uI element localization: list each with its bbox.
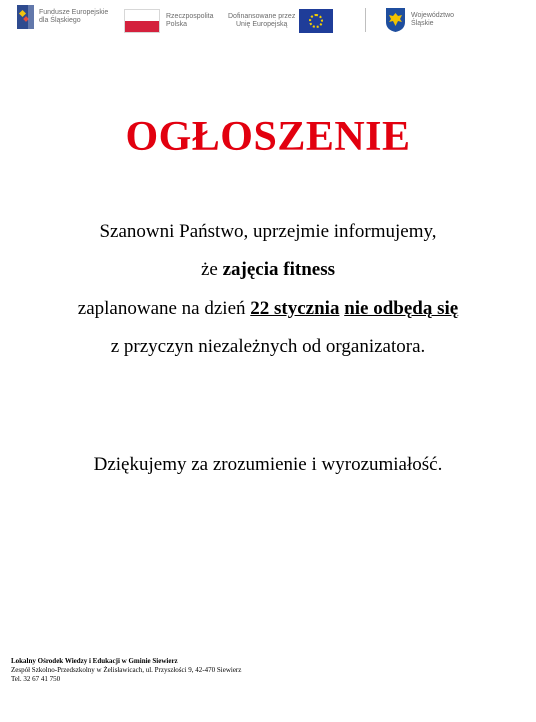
rzeczpospolita-line1: Rzeczpospolita [166,13,214,20]
date-prefix: zaplanowane na dzień [77,298,251,319]
logo-divider [365,8,366,32]
fundusze-europejskie-logo [17,5,108,29]
greeting-line: Szanowni Państwo, uprzejmie informujemy, [99,221,437,242]
closing-line: Dziękujemy za zrozumienie i wyrozumiałość. [93,454,443,475]
fundusze-line2: dla Śląskiego [39,17,81,24]
activity-name: zajęcia fitness [222,259,335,280]
eu-flag-icon [299,9,333,33]
fundusze-europejskie-icon [17,5,34,29]
unia-line1: Dofinansowane przez [228,13,296,20]
footer-organization: Lokalny Ośrodek Wiedzy i Edukacji w Gminie Siewierz [11,657,178,665]
polish-flag-icon [124,9,160,33]
date-line [0,297,536,321]
cancel-date: 22 stycznia [250,298,340,319]
wojewodztwo-slaskie-logo [385,7,454,33]
unia-line2: Unię Europejską [236,21,288,28]
activity-line [0,258,536,282]
slaskie-eagle-crest-icon [385,7,406,33]
wojewodztwo-line2: Śląskie [411,20,434,27]
logo-bar [0,0,536,40]
footer-contact [11,657,241,684]
wojewodztwo-line1: Województwo [411,12,455,19]
announcement-title: OGŁOSZENIE [125,114,411,160]
footer-address: Zespół Szkolno-Przedszkolny w Żelisławicach, ul. Przyszłości 9, 42-470 Siewierz [11,666,242,674]
cancel-status: nie odbędą się [344,298,459,319]
footer-phone: Tel. 32 67 41 750 [11,675,61,683]
fundusze-line1: Fundusze Europejskie [39,9,109,16]
rzeczpospolita-polska-logo [124,9,213,33]
rzeczpospolita-line2: Polska [166,21,188,28]
unia-europejska-logo [228,9,333,33]
activity-prefix: że [200,259,223,280]
reason-line: z przyczyn niezależnych od organizatora. [110,336,426,357]
